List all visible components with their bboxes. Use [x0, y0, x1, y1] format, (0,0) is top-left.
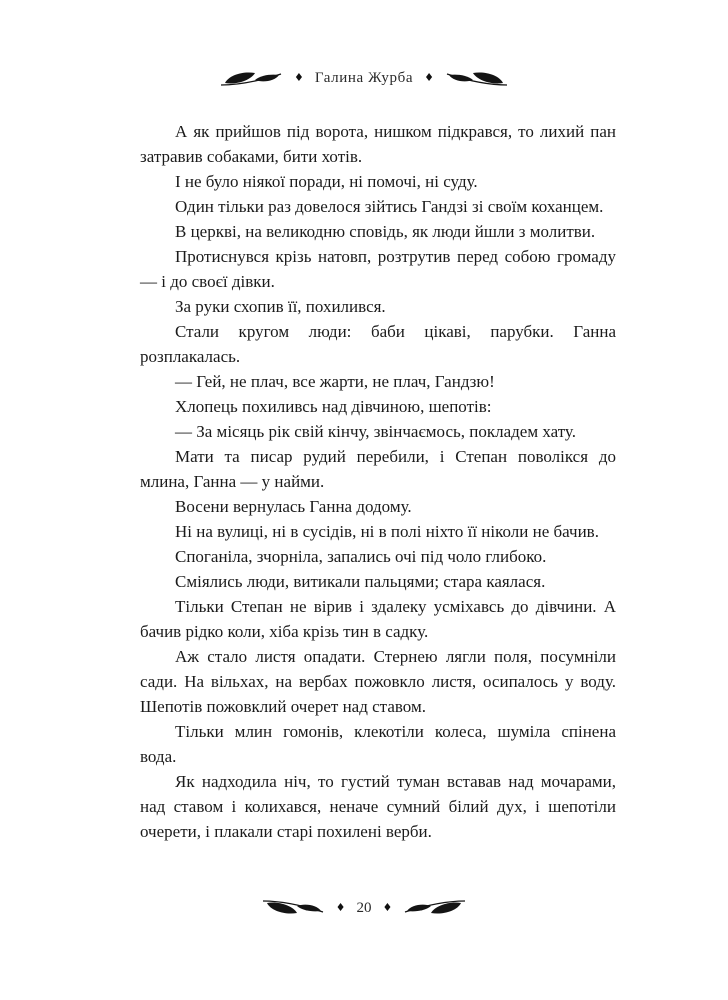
- paragraph: Стали кругом люди: баби цікаві, парубки. Ганна розплакалась.: [140, 322, 616, 366]
- paragraph: Тільки млин гомонів, клекотіли колеса, шуміла спінена вода.: [140, 722, 616, 766]
- leaf-ornament-icon: [261, 898, 325, 918]
- paragraph: А як прийшов під ворота, нишком підкрався, то лихий пан затравив собаками, бити хотів.: [140, 122, 616, 166]
- leaf-ornament-icon: [445, 68, 509, 88]
- paragraph: Протиснувся крізь натовп, розтрутив перед собою громаду — і до своєї дівки.: [140, 247, 616, 291]
- paragraph: — За місяць рік свій кінчу, звінчаємось, покладем хату.: [175, 422, 576, 441]
- author-name: Галина Журба: [314, 69, 414, 86]
- diamond-icon: ♦: [294, 70, 304, 84]
- paragraph: Тільки Степан не вірив і здалеку усміхавсь до дівчини. А бачив рідко коли, хіба крізь тин в садку.: [140, 597, 616, 641]
- paragraph: Аж стало листя опадати. Стернею лягли поля, посумніли сади. На вільхах, на вербах пожовкло листя, осипалось у воду. Шепотів пожовклий очерет над ставом.: [140, 647, 616, 716]
- diamond-icon: ♦: [424, 70, 434, 84]
- paragraph: І не було ніякої поради, ні помочі, ні суду.: [175, 172, 478, 191]
- diamond-icon: ♦: [382, 900, 393, 914]
- page-number: 20: [356, 899, 372, 916]
- page-header: [0, 68, 728, 88]
- body-text: [140, 119, 616, 844]
- paragraph: Ні на вулиці, ні в сусідів, ні в полі ніхто її ніколи не бачив.: [175, 522, 599, 541]
- paragraph: Мати та писар рудий перебили, і Степан поволікся до млина, Ганна — у найми.: [140, 447, 616, 491]
- paragraph: Як надходила ніч, то густий туман вставав над мочарами, над ставом і колихався, неначе сумний білий дух, і шепотіли очерети, і плакали старі похилені верби.: [140, 772, 616, 841]
- page-footer: [0, 898, 728, 918]
- paragraph: В церкві, на великодню сповідь, як люди йшли з молитви.: [175, 222, 596, 241]
- paragraph: За руки схопив її, похилився.: [175, 297, 386, 316]
- paragraph: Сміялись люди, витикали пальцями; стара каялася.: [175, 572, 546, 591]
- paragraph: — Гей, не плач, все жарти, не плач, Гандзю!: [175, 372, 495, 391]
- paragraph: Один тільки раз довелося зійтись Гандзі зі своїм коханцем.: [175, 197, 604, 216]
- leaf-ornament-icon: [403, 898, 467, 918]
- paragraph: Хлопець похиливсь над дівчиною, шепотів:: [175, 397, 492, 416]
- leaf-ornament-icon: [219, 68, 283, 88]
- diamond-icon: ♦: [335, 900, 346, 914]
- paragraph: Споганіла, зчорніла, запались очі під чоло глибоко.: [175, 547, 547, 566]
- paragraph: Восени вернулась Ганна додому.: [175, 497, 412, 516]
